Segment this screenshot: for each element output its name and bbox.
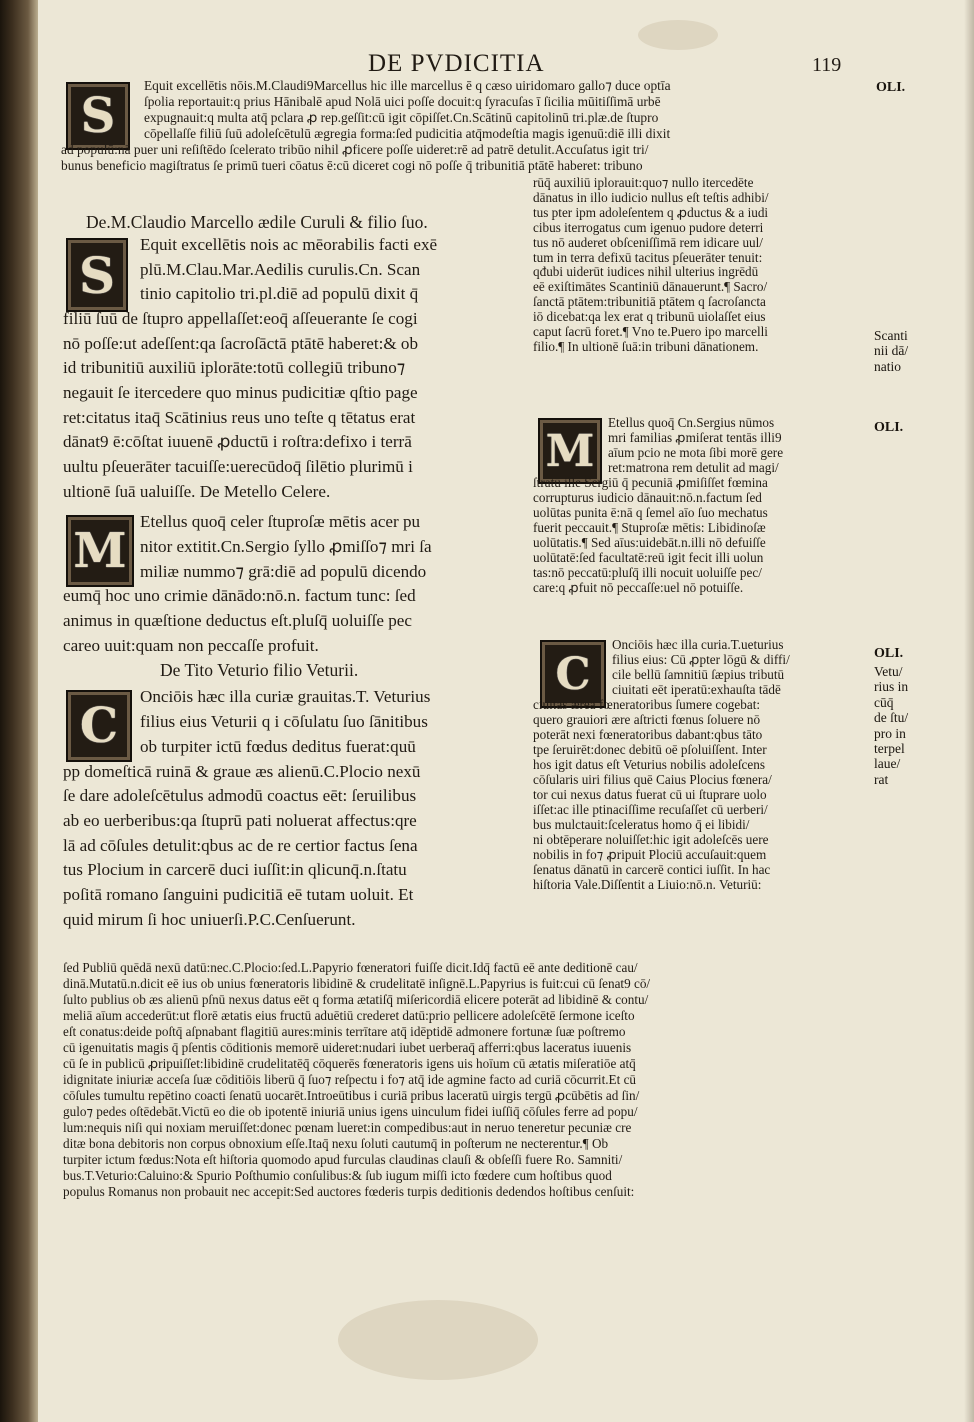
right-column-line: fuerit peccauit.¶ Stuproſæ mētis: Libidinoſæ [533,520,766,535]
right-column-line: ſenatus dānatū in carcerē contici iuſſit. In hac [533,862,771,877]
right-column-line: hos igit datus eſt Veturius nobilis adoleſcens [533,757,765,772]
section-heading: De Tito Veturio filio Veturii. [160,660,359,680]
commentary-line: gulo⁊ pedes oſtēdebāt.Victū eo die ob ipotentē iniuriā unius igens uinculum fidei iuſſiq̄ cōſules ferre ad popu/ [63,1104,638,1119]
initial-letter: S [78,245,116,305]
right-column-line: tum in terra defixū tacitus pſeuerāter tenuit: [533,250,763,265]
left-column-line: tinio capitolio tri.pl.diē ad populū dixit q̄ [140,284,419,303]
marginal-line: de ſtu/ [874,710,909,726]
left-column-line: ret:citatus itaq̄ Scātinius reus uno teſte q tētatus erat [63,408,416,427]
commentary-line: cū igenuitatis magis q̄ pſentis cōditionis memorē uideret:nudari iubet uerberaq̄ afferri:qbus laceratus iuuenis [63,1040,632,1055]
marginal-line: nii dā/ [874,343,909,359]
left-column-line: ultionē ſuā ualuiſſe. De Metello Celere. [63,482,331,501]
intro-line: cōpellaſſe filiū ſuū adoleſcētulū ægregia forma:ſed pudicitia atq̄modeſtia magis igenuū:diē illi dixit [144,126,671,141]
initial-letter: C [555,648,591,700]
left-column-line: ab eo uerberibus:qa ſtuprū pati noluerat affectus:qre [63,811,417,830]
right-column-line: nobilis in fo⁊ ꝓripuit Plociū accuſauit:quem [533,847,767,862]
decorated-initial-m [66,515,134,587]
right-column-line: tor cui nexus datus fuerat cū ui ſtuprare uolo [533,787,767,802]
marginal-line: rat [874,771,889,787]
commentary-line: ditæ bona debitoris non corpus obnoxium eſſe.Itaq̄ nexu ſoluti cautumq̄ in poſterum ne necterentur.¶ Ob [63,1136,609,1151]
left-column-line: uultu pſeuerāter tacuiſſe:uerecūdoq̄ ſilētio plurimū i [63,457,413,476]
right-column-line: cile bellū ſamnitiū ſæpius tributū [612,667,785,682]
left-column-line: lā ad cōſules detulit:qbus ac de re certior factus ſena [63,836,418,855]
right-column-line: hiſtoria Vale.Diſſentit a Liuio:nō.n. Veturiū: [533,877,762,892]
commentary-line: idignitate iniuriæ acceſa ſuæ cōditiōis liberū q̄ ſuo⁊ reſpectu i fo⁊ atq̄ ide agmine facto ad curiā cōcurrit.Et cū [63,1072,637,1087]
left-column-line: animus in quæſtione deductus eſt.pluſq̄ uoluiſſe pec [63,611,412,630]
right-column-line: ciuitas ærea fœneratoribus ſumere cogebat: [533,697,761,712]
right-column-line: qđubi uiderūt iudices nihil ulterius ingrēdū [533,264,759,279]
right-column-line: ciuitati eēt iperatū:exhauſta tādē [612,682,781,697]
initial-letter: M [73,523,127,579]
right-column-line: ſanctā ptātem:tribunitiā ptātem q ſacroſancta [533,294,766,309]
commentary-line: cū ſe in publicū ꝓripuiſſet:libidinē crudelitatēq̄ cōquerēs fœneratoris igens uis hoīum cū ætatis miſeratiōe atq̄ [63,1056,636,1071]
initial-letter: S [80,88,116,144]
intro-line: expugnauit:q multa atq̄ pclara ꝓ rep.geſſit:cū igit cōpiſſet.Cn.Scātinū capitolinū tri.plæ.de ſtupro [144,110,659,125]
book-gutter [0,0,40,1422]
right-column-line: ſtratū ille Sergiū q̄ pecuniā ꝓmiſiſſet fœmina [533,475,768,490]
marginal-note-oli: OLI. [874,646,904,661]
right-column-line: Etellus quoq̄ Cn.Sergius nūmos [608,415,775,430]
commentary-line: dinā.Mutatū.n.dicit eē ius ob unius fœneratoris libidinē & crudelitatē inſignē.L.Papyrius is fuit:cui cū ſenat9 cō/ [63,976,651,991]
right-column-line: filius eius: Cū ꝓpter lōgū & diffi/ [612,652,790,667]
right-column-line: filio.¶ In ultionē ſuā:in tribuni dānationem. [533,339,759,354]
right-column-line: cibus iterrogatus cum igenuo pudore deterri [533,220,764,235]
initial-letter: M [545,425,595,477]
intro-line: ſpolia reportauit:q prius Hānibalē apud Nolā uici poſſe docuit:q ſyracuſas ī ſicilia mūitiſſimā urbē [144,94,661,109]
left-column-line: miliæ nummo⁊ grā:diē ad populū dicendo [140,562,427,581]
marginal-line: cūq̄ [874,694,894,710]
left-column-line: eumq̄ hoc uno crimie dānādo:nō.n. factum tunc: ſed [63,586,416,605]
marginal-line: rius in [874,679,909,695]
right-column-line: caput ſacrū foret.¶ Vno te.Puero ipo marcelli [533,324,768,339]
left-column-line: nitor extitit.Cn.Sergio ſyllo ꝓmiſſo⁊ mri ſa [140,537,432,556]
commentary-line: meliā aīum accederūt:ut florē ætatis eius fructū aduētiū crederet datū:prio pellicere adoleſcētē ſermone iceſto [63,1008,635,1023]
right-column-line: mri familias ꝓmiſerat tentās illi9 [608,430,782,445]
left-column-line: Equit excellētis nois ac mēorabilis facti exē [140,235,438,254]
right-column-line: tus nō auderet obſceniſſimā rem idicare uul/ [533,235,763,250]
commentary-line: eſt conatus:deide poſtq̄ aſpnabant flagitiū aures:minis terrītare atq̄ idēptidē admonere fortunæ ſuæ poſtremo [63,1024,626,1039]
right-column-line: tas:nō peccatū:pluſq̄ illi nocuit uoluiſſe pec/ [533,565,762,580]
left-column-line: filius eius Veturii q i cōſulatu ſuo ſānitibus [140,712,428,731]
marginal-line: pro in [874,725,906,741]
right-column-line: rūq̄ auxiliū iplorauit:quo⁊ nullo itercedēte [533,175,754,190]
left-column-line: filiū ſuū de ſtupro appellaſſet:eoq̄ aſſeuerante ſe cogi [63,309,418,328]
left-column-line: dānat9 ē:cōſtat iuuenē ꝓductū i roſtra:defixo i terrā [63,432,412,451]
right-column-line: uolūtatis.¶ Sed aīus:uidebāt.n.illi nō defuiſſe [533,535,766,550]
right-column-line: iſſet:ac ille ptinaciſſime recuſaſſet cū uerberi/ [533,802,768,817]
right-column-line: quero grauiori ære aſtricti fœnus ſoluere nō [533,712,761,727]
paper-stain [338,1300,538,1380]
right-column-line: cōſularis uiri filius quē Caius Plocius fœnera/ [533,772,772,787]
commentary-line: ſed Publiū quēdā nexū datū:nec.C.Plocio:ſed.L.Papyrio fœneratori fuiſſe dicit.Idq̄ factū eē ante deditionē cau/ [63,960,638,975]
right-column-line: iō dicebat:qa lex erat q tribunū uiolaſſet eius [533,309,766,324]
left-column-line: careo uuit:quam non peccaſſe profuit. [63,636,319,655]
right-column-line: uolūtas punita ē:nā q ſemel aīo ſuo mechatus [533,505,768,520]
decorated-initial-c [66,690,132,762]
marginal-note-scanti [874,328,908,374]
right-column-line: tus pter ipm adoleſentem q ꝓductus & a iudi [533,205,769,220]
intro-line: ad populū:nā puer uni reſiſtēdo ſcelerato tribūo nihil ꝓficere poſſe uideret:rē ad patrē detulit.Accuſatus igit tri/ [61,142,649,157]
left-column-line: Etellus quoq̄ celer ſtuproſæ mētis acer pu [140,512,421,531]
decorated-initial-s [66,238,128,312]
marginal-note-oli: OLI. [874,420,904,435]
marginal-note-oli: OLI. [876,80,906,95]
marginal-line: Vetu/ [874,664,903,679]
right-column-line: poterāt nexi fœneratoribus dabant:qbus tāto [533,727,763,742]
left-column-line: plū.M.Clau.Mar.Aedilis curulis.Cn. Scan [140,260,421,279]
right-column-line: uolūtatē:ſed facultatē:reū igit fecit illi uolun [533,550,764,565]
left-column-line: tus Plocium in carcerē duci iuſſit:in qlicunq̄.n.ſtatu [63,860,407,879]
marginal-line: natio [874,358,901,374]
marginal-line: Scanti [874,328,908,343]
left-column-line: quid mirum ſi hoc uniuerſi.P.C.Cenſuerunt. [63,910,356,929]
left-column-line: ob turpiter ictū fœdus deditus fuerat:quū [140,737,416,756]
right-column-line: bus mulctauit:ſceleratus homo q̄ ei libidi/ [533,817,750,832]
commentary-line: ſulto publius ob æs alienū pſnū nexus datus eēt q forma ætatiſq̄ miſericordiā elicere poterāt ad libidinē & contu/ [63,992,649,1007]
right-column-line: dānatus in illo iudicio nullus eſt teſtis adhibi/ [533,190,769,205]
right-column-line: eē exiſtimātes Scantiniū dānauerunt.¶ Sacro/ [533,279,768,294]
right-column-line: Onciōis hæc illa curia.T.ueturius [612,637,784,652]
left-column-line: Onciōis hæc illa curiæ grauitas.T. Veturius [140,687,431,706]
initial-letter: C [79,698,119,754]
left-column-line: poſitā romano ſanguini pudicitiā eē tutam uoluit. Et [63,885,414,904]
marginal-note-veturius [874,664,908,787]
left-column-line: pp domeſticā ruinā & graue æs alienū.C.Plocio nexū [63,762,421,781]
left-column-line: ſe dare adoleſcētulus admodū coactus eēt: ſeruilibus [63,786,417,805]
intro-line: bunus beneficio magiſtratus ſe primū tueri cōatus ē:cū diceret cogi nō poſſe q̄ tribunitiā ptātē haberet: tribuno [61,158,643,173]
folio-number: 119 [812,54,842,76]
left-column-line: id tribunitiū auxiliū iplorāte:totū collegiū tribuno⁊ [63,358,406,377]
commentary-line: lum:nequis niſi qui noxiam meruiſſet:donec pœnam lueret:in compedibus:aut in neruo teneretur pecuniæ cre [63,1120,632,1135]
right-column-line: tpe ſeruirēt:donec debitū oē pſoluiſſent. Inter [533,742,767,757]
commentary-line: cōſules tumultu repētino coacti ſenatū uocarēt.Introeūtibus i curiā pribus laceratū uirgis tergū ꝓcūbētis ad ſin/ [63,1088,640,1103]
running-header: DE PVDICITIA [368,50,545,77]
commentary-line: bus.T.Veturio:Caluino:& Spurio Poſthumio conſulibus:& ſub iugum miſſi icto fœdere cum hoſtibus quod [63,1168,612,1183]
left-column-line: negauit ſe itercedere quo minus pudicitiæ qſtio page [63,383,418,402]
commentary-line: populus Romanus non probauit nec accepit:Sed auctores fœderis turpis deditionis dedendos hoſtibus cenſuit: [63,1184,635,1199]
right-column-line: care:q ꝓfuit nō peccaſſe:uel nō potuiſſe. [533,580,744,595]
commentary-line: turpiter ictum fœdus:Nota eſt hiſtoria quomodo apud furculas claudinas clauſi & obſeſſi fuere Ro. Samniti/ [63,1152,623,1167]
marginal-line: laue/ [874,756,901,772]
left-column-line: nō poſſe:ut adeſſent:qa ſacroſāctā ptātē haberet:& ob [63,334,419,353]
right-column-line: corrupturus iudicio dānauit:nō.n.factum ſed [533,490,762,505]
right-column-line: aīum pcio ne mota ſibi morē gere [608,445,784,460]
right-column-line: ret:matrona rem detulit ad magi/ [608,460,779,475]
marginal-line: terpel [874,741,905,757]
right-column-line: ni obtēperare noluiſſet:hic igit adoleſcēs uere [533,832,769,847]
intro-line: Equit excellētis nōis.M.Claudi9Marcellus hic ille marcellus ē q cæso uiridomaro gallo⁊ duce optīa [144,78,671,93]
decorated-initial-s [66,82,130,150]
section-heading: De.M.Claudio Marcello ædile Curuli & filio ſuo. [86,212,428,232]
paper-stain [638,20,718,50]
